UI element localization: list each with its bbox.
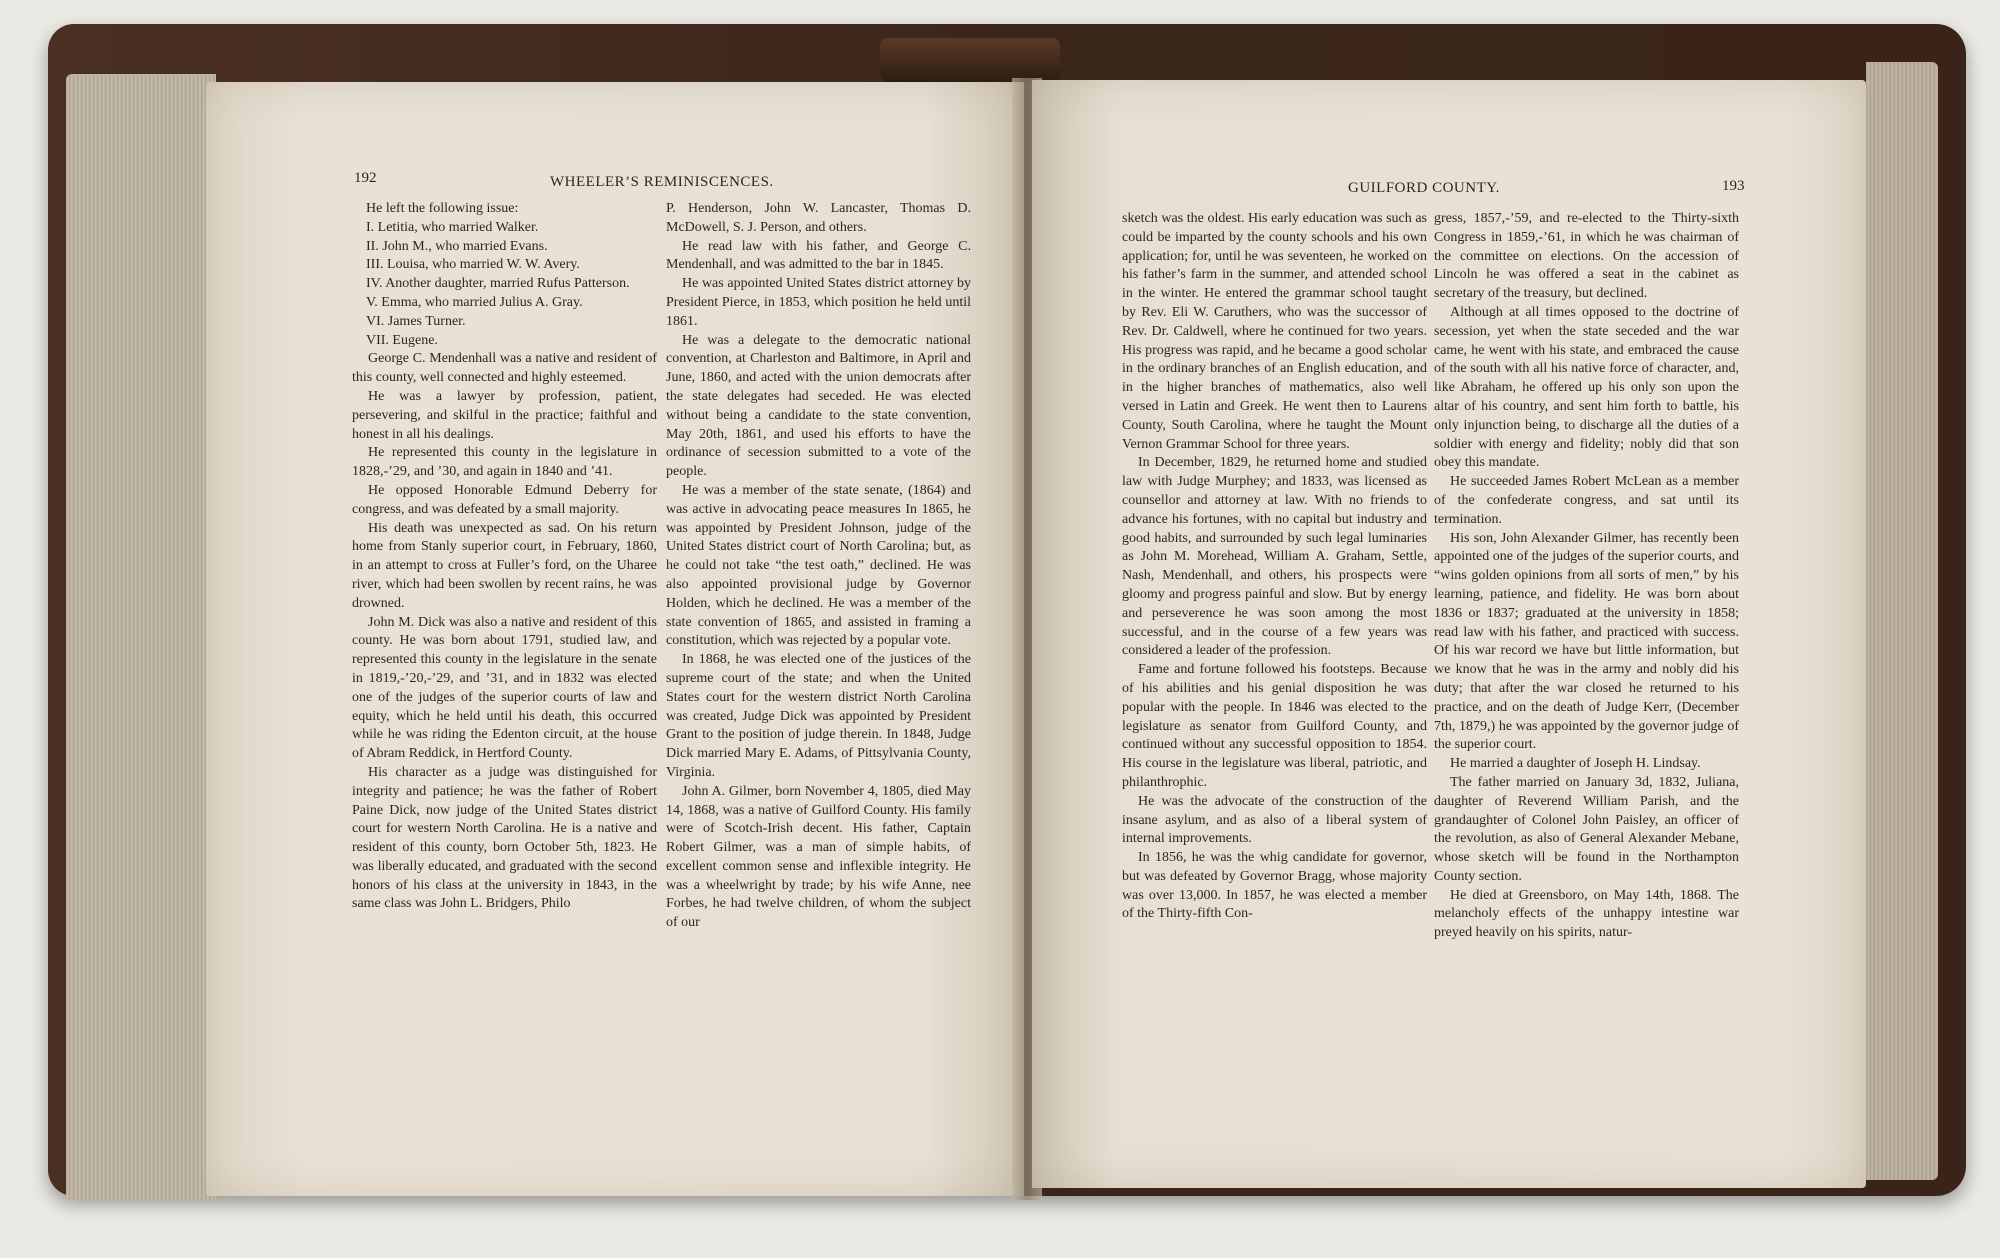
paragraph: He was appointed United States district attorney by President Pierce, in 1853, which position he held until 1861. (666, 276, 971, 329)
paragraph: He represented this county in the legislature in 1828,-’29, and ’30, and again in 1840 and ’41. (352, 445, 657, 480)
paragraph: John M. Dick was also a native and resident of this county. He was born about 1791, studied law, and represented this county in the legislature in the senate in 1819,-’20,-’29, and ’31, and in 1832 was elected one of the judges of the superior courts of law and equity, which he held until his death, this occurred while he was riding the Edenton circuit, at the house of Abram Reddick, in Hertford County. (352, 614, 657, 762)
paragraph: He was a lawyer by profession, patient, persevering, and skilful in the practice; faithful and honest in all his dealings. (352, 388, 657, 442)
paragraph: His death was unexpected as sad. On his return home from Stanly superior court, in February, 1860, in an attempt to cross at Fuller’s ford, on the Uharee river, which had been swollen by recent rains, he was drowned. (352, 520, 657, 611)
left-column-1 (352, 200, 657, 914)
paragraph: In 1868, he was elected one of the justices of the supreme court of the state; and when the United States court for the western district North Carolina was created, Judge Dick was appointed by President Grant to the position of judge therein. In 1848, Judge Dick married Mary E. Adams, of Pittsylvania County, Virginia. (666, 652, 971, 780)
paragraph: In 1856, he was the whig candidate for governor, but was defeated by Governor Bragg, whose majority was over 13,000. In 1857, he was elected a member of the Thirty-fifth Con- (1122, 850, 1427, 922)
paragraph: VII. Eugene. (366, 332, 438, 348)
left-page-edges (66, 74, 216, 1200)
right-page-number: 193 (1722, 178, 1745, 194)
paragraph: His son, John Alexander Gilmer, has recently been appointed one of the judges of the superior courts, and “wins golden opinions from all sorts of men,” by his learning, patience, and fidelity. He was born about 1836 or 1837; graduated at the university in 1858; read law with his father, and practiced with success. Of his war record we have but little information, but we know that he was in the army and nobly did his duty; that after the war closed he returned to his practice, and on the death of Judge Kerr, (December 7th, 1879,) he was appointed by the governor judge of the superior court. (1434, 530, 1739, 753)
left-page (206, 82, 1024, 1196)
paragraph: He opposed Honorable Edmund Deberry for congress, and was defeated by a small majority. (352, 482, 657, 517)
right-column-1 (1122, 210, 1427, 924)
right-column-2 (1434, 210, 1739, 943)
paragraph: He died at Greensboro, on May 14th, 1868. The melancholy effects of the unhappy intestine war preyed heavily on his spirits, natur- (1434, 887, 1739, 941)
paragraph: V. Emma, who married Julius A. Gray. (366, 294, 583, 310)
right-page-edges (1866, 62, 1938, 1180)
paragraph: He was a member of the state senate, (1864) and was active in advocating peace measures In 1865, he was appointed by President Johnson, judge of the United States district court of North Carolina; but, as he could not take “the test oath,” declined. He was also appointed provisional judge by Governor Holden, which he declined. He was a member of the state convention of 1865, and assisted in framing a constitution, which was rejected by a popular vote. (666, 482, 971, 649)
paragraph: II. John M., who married Evans. (366, 238, 548, 254)
paragraph: His character as a judge was distinguished for integrity and patience; he was the father of Robert Paine Dick, now judge of the United States district court for western North Carolina. He is a native and resident of this county, born October 5th, 1823. He was liberally educated, and graduated with the second honors of his class at the university in 1843, in the same class was John L. Bridgers, Philo (352, 764, 657, 912)
paragraph: P. Henderson, John W. Lancaster, Thomas D. McDowell, S. J. Person, and others. (666, 201, 971, 235)
paragraph: He read law with his father, and George C. Mendenhall, and was admitted to the bar in 1845. (666, 238, 971, 273)
paragraph: gress, 1857,-’59, and re-elected to the Thirty-sixth Congress in 1859,-’61, in which he was chairman of the committee on elections. On the accession of Lincoln he was offered a seat in the cabinet as secretary of the treasury, but declined. (1434, 211, 1739, 302)
right-running-head: GUILFORD COUNTY. (1348, 180, 1500, 196)
paragraph: IV. Another daughter, married Rufus Patterson. (366, 276, 630, 292)
paragraph: The father married on January 3d, 1832, Juliana, daughter of Reverend William Parish, and the grandaughter of Colonel John Paisley, an officer of the revolution, as also of General Alexander Mebane, whose sketch will be found in the Northampton County section. (1434, 774, 1739, 884)
left-page-number: 192 (354, 170, 377, 186)
paragraph: I. Letitia, who married Walker. (366, 219, 539, 235)
paragraph: Although at all times opposed to the doctrine of secession, yet when the state seceded and the war came, he went with his state, and embraced the cause of the south with all his native force of character, and, like Abraham, he offered up his only son upon the altar of his country, and sent him forth to battle, his only injunction being, to discharge all the duties of a soldier with energy and fidelity; nobly did that son obey this mandate. (1434, 304, 1739, 471)
paragraph: He left the following issue: (366, 201, 519, 216)
paragraph: He was the advocate of the construction of the insane asylum, and as also of a liberal system of internal improvements. (1122, 793, 1427, 847)
paragraph: George C. Mendenhall was a native and resident of this county, well connected and highly esteemed. (352, 351, 657, 386)
paragraph: John A. Gilmer, born November 4, 1805, died May 14, 1868, was a native of Guilford County. His family were of Scotch-Irish decent. His father, Captain Robert Gilmer, was a man of simple habits, of excellent common sense and inflexible integrity. He was a wheelwright by trade; by his wife Anne, nee Forbes, he had twelve children, of whom the subject of our (666, 783, 971, 931)
left-running-head: WHEELER’S REMINISCENCES. (550, 174, 774, 190)
paragraph: sketch was the oldest. His early education was such as could be imparted by the county schools and his own application; for, until he was seventeen, he worked on his father’s farm in the summer, and attended school in the winter. He entered the grammar school taught by Rev. Eli W. Caruthers, who was the successor of Rev. Dr. Caldwell, where he continued for two years. His progress was rapid, and he became a good scholar in the ordinary branches of an English education, and in the higher branches of mathematics, also well versed in Latin and Greek. He went then to Laurens County, South Carolina, where he taught the Mount Vernon Grammar School for three years. (1122, 211, 1427, 452)
paragraph: VI. James Turner. (366, 313, 466, 329)
paragraph: III. Louisa, who married W. W. Avery. (366, 257, 580, 273)
paragraph: He succeeded James Robert McLean as a member of the confederate congress, and sat until its termination. (1434, 474, 1739, 527)
book-spine (880, 38, 1060, 82)
paragraph: In December, 1829, he returned home and studied law with Judge Murphey; and 1833, was licensed as counsellor and attorney at law. With no friends to advance his fortunes, with no capital but industry and good habits, and surrounded by such legal luminaries as John M. Morehead, William A. Graham, Settle, Nash, Mendenhall, and others, his prospects were gloomy and progress painful and slow. But by energy and perseverence he was soon among the most successful, and in the course of a few years was considered a leader of the profession. (1122, 455, 1427, 659)
left-column-2 (666, 200, 971, 933)
paragraph: Fame and fortune followed his footsteps. Because of his abilities and his genial disposition he was popular with the people. In 1846 was elected to the legislature as senator from Guilford County, and continued without any successful opposition to 1854. His course in the legislature was liberal, patriotic, and philanthrophic. (1122, 662, 1427, 790)
right-page (1032, 80, 1866, 1188)
paragraph: He married a daughter of Joseph H. Lindsay. (1450, 756, 1701, 772)
paragraph: He was a delegate to the democratic national convention, at Charleston and Baltimore, in April and June, 1860, and acted with the union democrats after the state delegates had seceded. He was elected without being a candidate to the state convention, May 20th, 1861, and used his efforts to have the ordinance of secession submitted to a vote of the people. (666, 332, 971, 480)
